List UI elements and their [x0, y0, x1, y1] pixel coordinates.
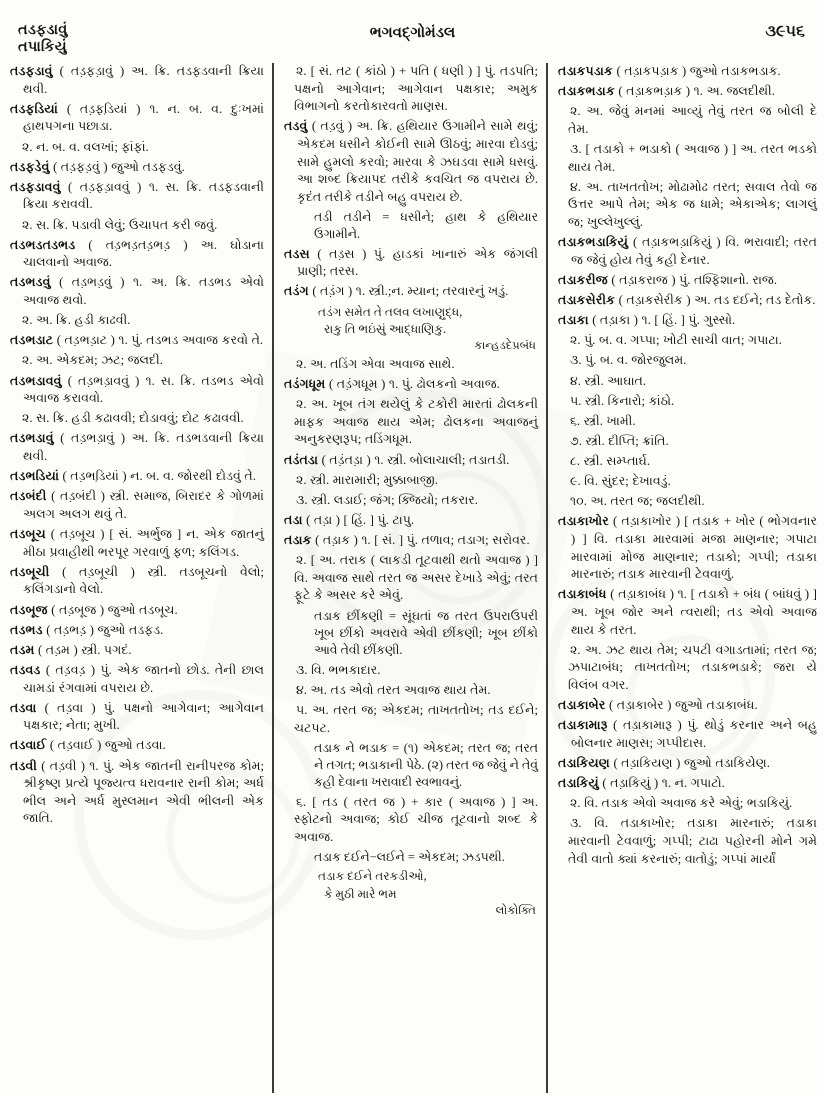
entry-sense: ૨. સ. ક્રિ. હડી કઢાવવી; દોડાવવું; દોટ કઢાવવી.	[22, 411, 244, 426]
entry-headword: તડાકાબંધ	[558, 587, 607, 602]
entry-sense: ૮. સ્ત્રી. સમ્પ્તાર્ઘ.	[570, 454, 651, 468]
entry-headword: તડભડ	[10, 622, 43, 637]
entry-definition: ( તડ઼ફડ઼ાવું ) અ. ક્રિ. તડફડવાની ક્રિયા થવી.	[23, 64, 264, 96]
entry-definition: ( તડ઼ંતડ઼ા ) ૧. સ્ત્રી. બોલાચાલી; તડાતડી.	[318, 452, 510, 467]
entry-subphrase: તડાક દઈને−લઈને = એકદમ; ઝડપથી.	[314, 850, 505, 865]
entry-definition: ( તડ઼ાકપડ઼ાક ) જુઓ તડાકભડાક.	[612, 64, 781, 78]
dictionary-entry	[558, 63, 817, 81]
entry-definition: ( તડ઼ભડ઼ ) જુઓ તડફડ.	[42, 622, 164, 637]
entry-headword: તડવું	[284, 119, 308, 134]
entry-definition: ( તડ઼ંગ ) ૧. સ્ત્રી.;ન. મ્યાન; તરવારનું ખડ઼ું.	[308, 284, 509, 299]
dictionary-entry	[558, 272, 817, 290]
entry-headword: તડબંદી	[10, 489, 47, 504]
dictionary-entry	[558, 775, 817, 793]
entry-sense: ૬. સ્ત્રી. ખામી.	[570, 413, 636, 428]
entry-definition: ( તડ઼વી ) ૧. પું. એક જાતની રાનીપરજ કોમ; શ્રીકૃષ્ણ પ્રત્યે પૂજ્યત્વ ધરાવનાર રાની કોમ; અર્ધ ભીલ અને અર્ધ મુસ્લમાન એવી ભીલની એક જાતિ.	[23, 758, 264, 826]
citation-verse-line: કે મુઠી મારે ભમ	[324, 887, 397, 902]
entry-sense: ૨. પું. બ. વ. ગપ્પા; ખોટી સાચી વાત; ગપાટા.	[570, 333, 782, 348]
dictionary-entry	[10, 700, 264, 735]
entry-headword: તડાકાબેર	[558, 698, 606, 713]
entry-headword: તડભડાવું	[10, 431, 54, 446]
entry-headword: તડાકપડાક	[558, 64, 613, 78]
entry-sense: ૪. અ. તડ એવો તરત અવાજ થાય તેમ.	[296, 682, 491, 697]
entry-definition: ( તડ઼ાકભડ઼ાક ) ૧. અ. જલદીથી.	[614, 84, 775, 99]
entry-definition: ( તડ઼ાકાબેર ) જુઓ તડાકાબંધ.	[605, 698, 758, 713]
entry-definition: ( તડ઼બૂચ ) [ સં. અર્ભુજ ] ન. એક જાતનું મીઠા પ્રવાહીથી ભરપૂર ગરવાળું ફળ; કલિંગડ.	[23, 527, 264, 559]
entry-sense: ૨. ન. બ. વ. વલખાં; ફાંફાં.	[22, 139, 149, 154]
entry-definition: ( તડ઼ાકભડ઼ાકિયું ) વિ. ભરાવાદી; તરત જ જેવું હોય તેવું કહી દેનાર.	[571, 235, 817, 267]
entry-definition: ( તડ઼ફડ઼વું ) જુઓ તડફડવું.	[49, 159, 185, 174]
entry-definition: ( તડ઼ાકામારૂ ) પું. થોડું કરનાર અને બહુ બોલનાર માણસ; ગપ્પીદાસ.	[571, 718, 817, 750]
dictionary-entry	[10, 159, 264, 177]
entry-sense: ૨. સ્ત્રી. મારામારી; મુક્કાબાજી.	[296, 472, 438, 487]
entry-definition: ( તડ઼ાક ) ૧. [ સં. ] પું. તળાવ; તડાગ; સરોવર.	[311, 533, 530, 548]
entry-sense: ૩. સ્ત્રી. લડાઈ; જંગ; ક્જિયો; તકરાર.	[296, 492, 478, 507]
entry-headword: તડમ	[10, 642, 35, 657]
entry-headword: તડંતડા	[284, 452, 319, 467]
entry-headword: તડા	[284, 512, 303, 527]
entry-definition: ( તડ઼ાકિયણ ) જુઓ તડાકિયેણ.	[609, 756, 770, 770]
dictionary-entry	[10, 602, 264, 620]
entry-sense: ૭. સ્ત્રી. દીપ્તિ; ક્રાંતિ.	[570, 433, 669, 448]
entry-definition: ( તડ઼ાકાબંધ ) ૧. [ તડાકો + બંધ ( બાંધવું ) ] અ. ખૂબ જોર અને ત્વરાથી; તડ એવો અવાજ થાય કે તરત.	[571, 587, 817, 637]
entry-definition: ( તડ઼બૂજ ) જુઓ તડબૂચ.	[47, 602, 178, 617]
entry-sense: ૩. વિ. તડાકાખોર; તડાકા મારનારું; તડાકા મારવાની ટેવવાળું; ગપ્પી; ટાઢા પહોરની મોને ગમે તેવી વાતો ક્યાં કરનારું; વાતોડું; ગપ્પાં માર્યાં	[568, 816, 817, 866]
dictionary-entry	[10, 430, 264, 465]
entry-sense: ૩. પું. બ. વ. જોરજુલમ.	[570, 353, 687, 368]
text-column-2	[272, 63, 548, 1093]
entry-headword: તડફડાવવું	[10, 179, 61, 194]
entry-headword: તડાકભડાક	[558, 84, 615, 99]
entry-definition: ( તડ઼ભડ઼વું ) ૧. અ. ક્રિ. તડભડ એવો અવાજ થવો.	[23, 275, 264, 307]
entry-headword: તડાકિયણ	[558, 756, 610, 770]
entry-headword: તડબૂચ	[10, 527, 46, 541]
entry-headword: તડસ	[284, 246, 310, 261]
entry-headword: તડફડેવું	[10, 159, 50, 174]
entry-definition: ( તડ઼વા ) પું. પક્ષનો આગેવાન; આગેવાન પક્ષકાર; નેતા; મુખી.	[23, 700, 264, 733]
dictionary-entry	[10, 488, 264, 523]
entry-sense: ૨. અ. તડિંગ એવા અવાજ સાથે.	[296, 356, 455, 371]
entry-sense: ૨. અ. ક્રિ. હડી કાઢવી.	[22, 313, 131, 328]
entry-headword: તડાકિયું	[558, 776, 599, 791]
entry-sense: ૨. વિ. તડાક એવો અવાજ કરે એવું; ભડાકિયું.	[570, 796, 793, 811]
entry-definition: ( તડ઼મ ) સ્ત્રી. પગદં.	[34, 642, 132, 657]
entry-sense: ૩. વિ. ભભકાદાર.	[296, 662, 381, 677]
entry-headword: તડબૂજ	[10, 602, 48, 617]
entry-definition: ( તડ઼બંદી ) સ્ત્રી. સમાજ, બિરાદર કે ગોળમાં અલગ અલગ થવું તે.	[23, 489, 264, 521]
entry-headword: તડાકા	[558, 313, 589, 328]
dictionary-entry	[558, 586, 817, 639]
entry-headword: તડાક	[284, 533, 312, 548]
entry-definition: ( તડ઼ાકા ) ૧. [ હિં. ] પું. ગુસ્સો.	[588, 313, 736, 328]
entry-headword: તડાકરીજ	[558, 272, 608, 287]
entry-definition: ( તડ઼ભડ઼તડ઼ભડ઼ ) અ. ઘોડાના ચાલવાનો અવાજ.	[23, 237, 264, 270]
entry-headword: તડાકાખોર	[558, 514, 609, 529]
entry-headword: તડવા	[10, 700, 37, 715]
dictionary-entry	[10, 332, 264, 350]
entry-headword: તડંગધૂમ	[284, 377, 326, 392]
entry-subphrase: તડાક છીંકણી = સૂંઘતાં જ તરત ઉપરાઉપરી ખૂબ છીંકો અવરાવે એવી છીંકણી; ખૂબ છીંકો આવે તેવી છીંકણી.	[314, 608, 538, 658]
entry-sense: ૪. અ. તાખતતોખ; મોઢામોઢ તરત; સવાલ તેવો જ ઉત્તર આપે તેમ; એક જ ધામે; એકાએક; લાગલું જ; ખુલ્લેખુલ્લું.	[568, 179, 817, 229]
dictionary-title: ભગવદ્ગોમંડલ	[369, 25, 456, 41]
entry-headword: તડવી	[10, 758, 38, 773]
entry-headword: તડાકભડાકિયું	[558, 235, 629, 250]
dictionary-entry	[558, 755, 817, 773]
page-number: ૩૯૫૬	[765, 23, 805, 40]
entry-sense: ૨. [ સં. તટ ( કાંઠો ) + પતિ ( ધણી ) ] પું. તડપતિ; પક્ષનો આગેવાન; આગેવાન પક્ષકાર; અમુક વિભાગનો કરતોકારવતો માણસ.	[294, 64, 538, 114]
entry-definition: ( તડ઼ભડિ઼યાં ) ન. બ. વ. જોરથી દોડવું તે.	[59, 469, 256, 484]
entry-headword: તડફડાવું	[10, 64, 53, 78]
dictionary-entry	[558, 697, 817, 715]
entry-definition: ( તડ઼વું ) અ. ક્રિ. હથિયાર ઉગામીને સામે થવું; એકદમ ધસીને કોઈની સામે ઊઠવું; મારવા દોડવું; સામે હુમલો કરવો; મારવા કે ઝઘડવા સામે ધસવું. આ શબ્દ ક્રિયાપદ તરીકે કવચિત જ વપરાય છે. કૃદંત તરીકે તડીને બહુ વપરાય છે.	[297, 119, 538, 204]
dictionary-entry	[10, 642, 264, 660]
entry-definition: ( તડ઼ભડ઼ાવવું ) ૧. સ. ક્રિ. તડભડ એવો અવાજ કરાવવો.	[23, 373, 264, 406]
entry-definition: ( તડ઼વડ઼ ) પું. એક જાતનો છોડ. તેની છાલ ચામડાં રંગવામાં વપરાય છે.	[23, 662, 264, 695]
dictionary-entry	[284, 532, 538, 550]
entry-headword: તડભડિયાં	[10, 469, 59, 484]
entry-definition: ( તડ઼ંગધૂમ ) ૧. પું. ઢોલકનો અવાજ.	[325, 377, 500, 392]
entry-subphrase: તડાક ને ભડાક = (૧) એકદમ; તરત જ; તરત ને તગત; ભડાકાની પેઠે. (૨) તરત જ જેવું ને તેવું કહી દેવાના ખરાવાદી સ્વભાવનું.	[314, 740, 538, 790]
entry-headword: તડફડિયાં	[10, 101, 58, 116]
entry-definition: ( તડ઼ાકાખોર ) [ તડાક + ખોર ( ભોગવનાર ) ] વિ. તડાકા મારવામાં મજા માણનાર; ગપાટા મારવામાં મોજ માણનાર; તડાકો; ગપ્પી; તડાકા મારનારું; તડાક મારવાની ટેવવાળું.	[571, 514, 817, 582]
dictionary-entry	[10, 63, 264, 98]
entry-sense: ૨. [ અ. તરાક ( લાકડી તૂટવાથી થતો અવાજ ) ] વિ. અવાજ સાથે તરત જ અસર દેખાડે એવું; તરત ફૂટે કે અસર કરે એવું.	[294, 553, 538, 603]
dictionary-entry	[10, 468, 264, 486]
entry-definition: ( તડ઼ભડ઼ાવું ) અ. ક્રિ. તડભડવાની ક્રિયા થવી.	[23, 431, 264, 463]
entry-definition: ( તડ઼બૂચી ) સ્ત્રી. તડબૂચનો વેલો; કલિંગડાનો વેલો.	[23, 564, 264, 597]
entry-sense: ૯. વિ. સુંદર; દેખાવડું.	[570, 474, 671, 489]
dictionary-entry	[10, 101, 264, 136]
dictionary-entry	[284, 118, 538, 206]
citation-verse-line: તડાક દઈને તરકડીઓ,	[318, 869, 427, 884]
dictionary-entry	[10, 179, 264, 214]
entry-definition: ( તડ઼ાકરાજ ) પું. તશ્ફિશાનો. રાજ.	[607, 272, 777, 287]
entry-headword: તડાકામારૂ	[558, 718, 608, 733]
entry-headword: તડભડાવવું	[10, 373, 62, 388]
entry-definition: ( તડ઼વાઈ ) જુઓ તડવા.	[46, 738, 166, 753]
dictionary-entry	[558, 312, 817, 330]
citation-verse-line: રાકુ તિ ભઇંસું આદ્ધાણિકુ.	[324, 322, 447, 337]
dictionary-entry	[10, 622, 264, 640]
entry-sense: ૨. અ. જેવું મનમાં આવ્યું તેવું તરત જ બોલી દે તેમ.	[568, 104, 817, 136]
entry-sense: ૫. સ્ત્રી. કિનારો; કાંઠો.	[570, 393, 675, 408]
entry-definition: ( તડ઼ફડ઼ાવવું ) ૧. સ. ક્રિ. તડફડવાની ક્રિયા કરાવવી.	[23, 179, 264, 212]
dictionary-entry	[558, 83, 817, 101]
dictionary-entry	[10, 758, 264, 829]
entry-definition: ( તડ઼ભડ઼ાટ ) ૧. પું. તડભડ અવાજ કરવો તે.	[53, 333, 264, 348]
running-head-first-entry: તડફડાવું	[18, 22, 68, 38]
dictionary-entry	[10, 737, 264, 755]
dictionary-entry	[284, 452, 538, 470]
dictionary-entry	[10, 526, 264, 561]
entry-headword: તડબૂચી	[10, 564, 50, 579]
entry-headword: તડભડાટ	[10, 333, 54, 348]
entry-headword: તડવાઈ	[10, 738, 47, 753]
citation-verse-line: તડંગ સમેત તે તલવ લખાણુદ્ધ,	[318, 304, 463, 319]
entry-sense: ૫. અ. તરત જ; એકદમ; તાખતતોખ; તડ દઈને; ચટપટ.	[294, 702, 538, 735]
dictionary-entry	[284, 246, 538, 281]
dictionary-entry	[558, 717, 817, 752]
entry-sense: ૨. અ. ઝટ થાય તેમ; ચપટી વગાડતામાં; તરત જ; ઝપાટાબંધ; તાખતતોખ; તડાકભડાકે; જરા યે વિલંબ વગર.	[568, 642, 817, 692]
text-column-1	[0, 63, 272, 1093]
text-column-3	[548, 63, 825, 1093]
entry-definition: ( તડ઼સ ) પું. હાડકાં ખાનારું એક જંગલી પ્રાણી; તરસ.	[297, 246, 538, 279]
running-head-last-entry: તપાકિયું	[18, 39, 67, 56]
dictionary-entry	[10, 662, 264, 697]
entry-sense: ૨. સ. ક્રિ. પડાવી લેવું; ઉચાપત કરી જવું.	[22, 217, 218, 232]
entry-definition: ( તડ઼ફડિ઼યાં ) ૧. ન. બ. વ. દુઃખમાં હાથપગના પછાડા.	[23, 101, 264, 134]
dictionary-entry	[558, 513, 817, 584]
dictionary-entry	[10, 373, 264, 408]
entry-definition: ( તડ઼ા ) [ હિં. ] પું. ટાપુ.	[302, 512, 415, 527]
entry-headword: તડભડવું	[10, 275, 51, 290]
entry-headword: તડંગ	[284, 284, 309, 299]
dictionary-entry	[10, 237, 264, 272]
page-header	[0, 0, 825, 62]
entry-sense: ૧૦. અ. તરત જ; જલદીથી.	[570, 494, 705, 509]
dictionary-entry	[284, 512, 538, 530]
citation-source: કાન્હડદેપ્રબંધ	[474, 338, 536, 352]
dictionary-entry	[284, 376, 538, 394]
entry-sense: ૨. અ. એકદમ; ઝટ; જલદી.	[22, 353, 163, 368]
dictionary-entry	[558, 292, 817, 310]
entry-headword: તડાકસેરીક	[558, 293, 616, 307]
entry-sense: ૩. [ તડાકો + ભડાકો ( અવાજ ) ] અ. તરત ભડકો થાય તેમ.	[568, 142, 817, 174]
citation-source: લોકોક્તિ	[495, 903, 536, 917]
column-container	[0, 63, 825, 1093]
entry-sense: ૨. અ. ખૂબ તંગ થયેલું કે ટકોરી મારતાં ઢોલકની માફક અવાજ થાય એમ; ઢોલકના અવાજનું અનુકરણરૂપ; તડિંગધૂમ.	[294, 397, 538, 447]
dictionary-entry	[10, 564, 264, 599]
entry-subphrase: તડી તડીને = ધસીને; હાથ કે હથિયાર ઉગામીને.	[314, 210, 538, 242]
dictionary-entry	[558, 234, 817, 269]
dictionary-entry	[10, 274, 264, 309]
entry-definition: ( તડ઼ાકિયું ) ૧. ન. ગપાટો.	[598, 776, 725, 791]
entry-headword: તડભડતડભડ	[10, 237, 76, 252]
dictionary-entry	[284, 283, 538, 301]
entry-definition: ( તડ઼ાકસેરીક ) અ. તડ દઈને; તડ દેતોક.	[615, 293, 816, 307]
entry-sense: ૪. સ્ત્રી. આઘાત.	[570, 373, 647, 388]
entry-headword: તડવડ	[10, 662, 41, 677]
entry-sense: ૬. [ તડ ( તરત જ ) + કાર ( અવાજ ) ] અ. સ્ફોટનો અવાજ; કોઈ ચીજ તૂટવાનો શબ્દ કે અવાજ.	[294, 794, 538, 844]
